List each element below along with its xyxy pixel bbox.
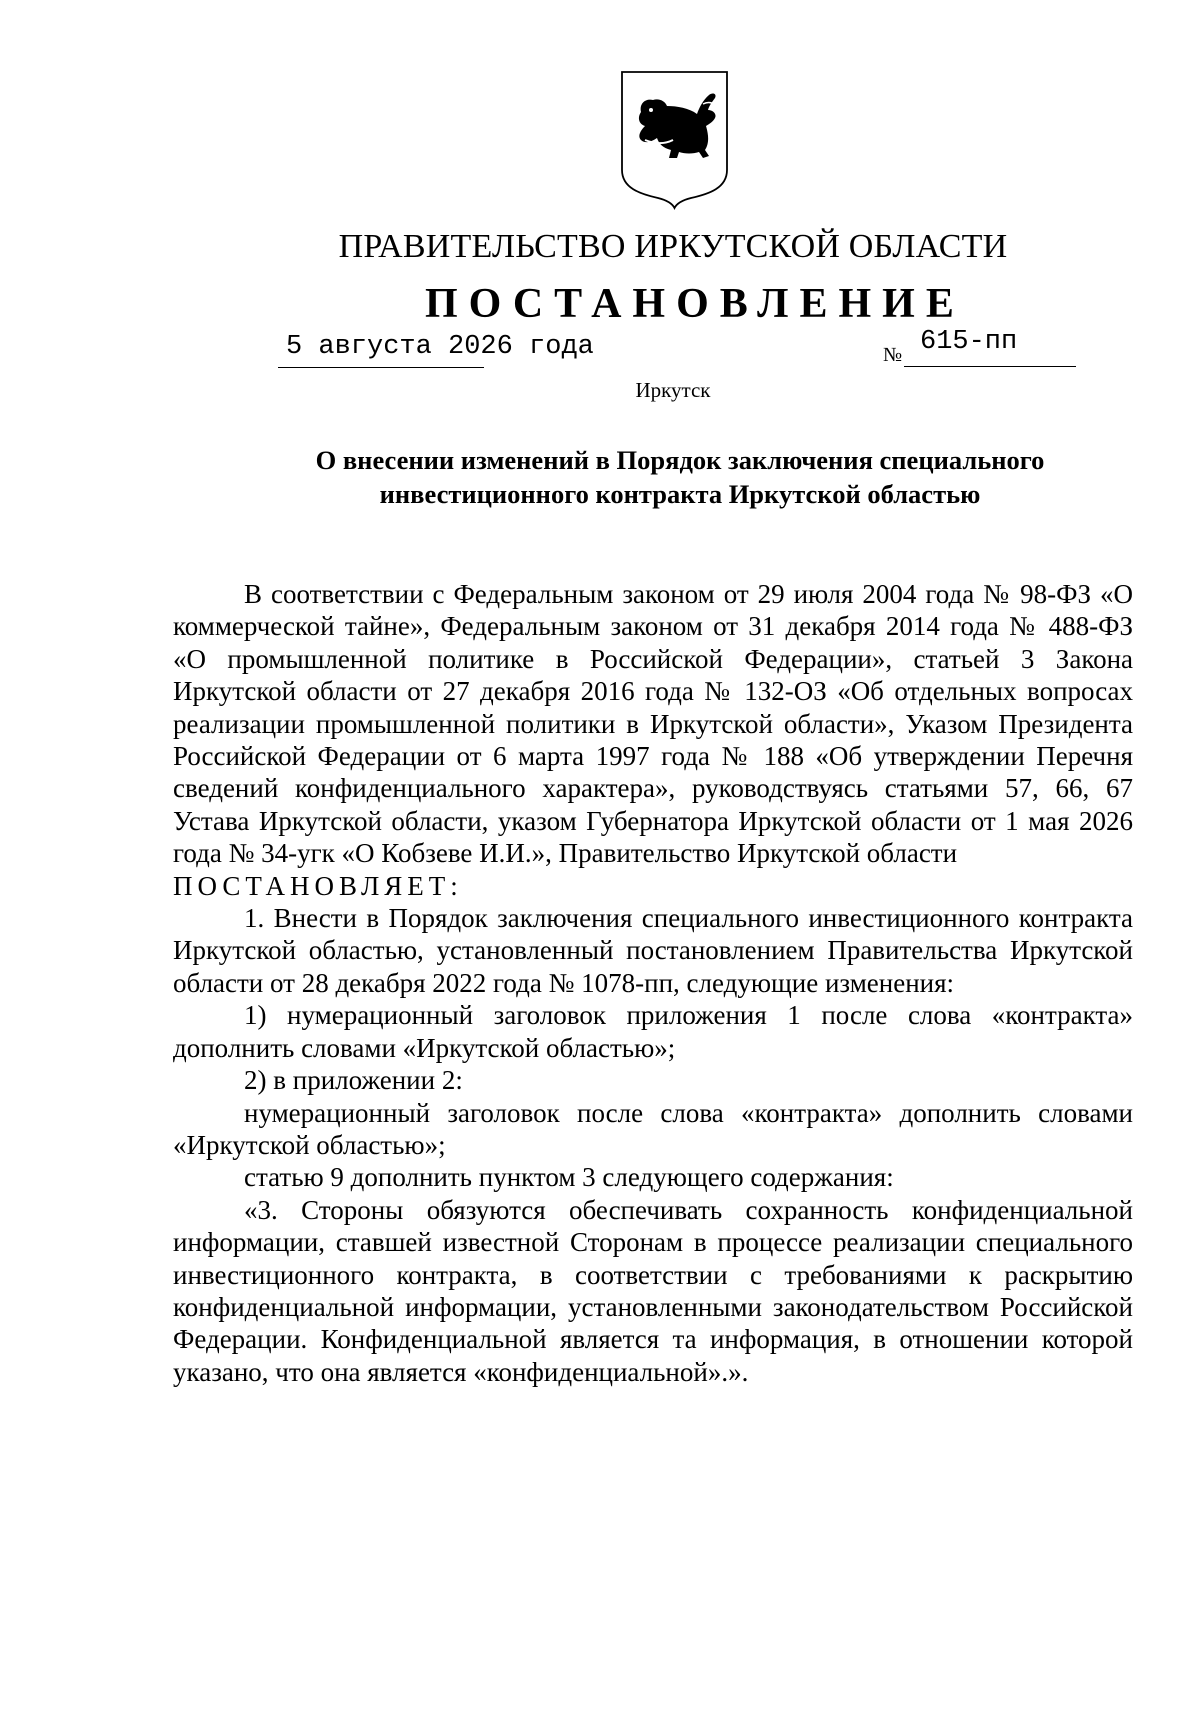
number-underline [904, 366, 1076, 367]
coat-of-arms-irkutsk-icon [619, 70, 730, 210]
number-label: № [883, 344, 903, 366]
item-1-paragraph: 1. Внести в Порядок заключения специального инвестиционного контракта Иркутской областью, установленный постановлением Правительства Иркутской области от 28 декабря 2022 года № 1078-пп, следующие изменения: [173, 903, 1133, 998]
preamble-paragraph: В соответствии с Федеральным законом от 29 июля 2004 года № 98-ФЗ «О коммерческой тайне», Федеральным законом от 31 декабря 2014 года № 488-ФЗ «О промышленной политике в Российской Федерации», статьей 3 Закона Иркутской области от 27 декабря 2016 года № 132-ОЗ «Об отдельных вопросах реализации промышленной политики в Иркутской области», Указом Президента Российской Федерации от 6 марта 1997 года № 188 «Об утверждении Перечня сведений конфиденциального характера», руководствуясь статьями 57, 66, 67 Устава Иркутской области, указом Губернатора Иркутской области от 1 мая 2026 года № 34-угк «О Кобзеве И.И.», Правительство Иркутской области [173, 579, 1133, 869]
document-number: 615-пп [920, 327, 1018, 357]
title-line-2: инвестиционного контракта Иркутской областью [379, 479, 981, 509]
decree-word: ПОСТАНОВЛЯЕТ: [173, 870, 463, 901]
government-name: ПРАВИТЕЛЬСТВО ИРКУТСКОЙ ОБЛАСТИ [338, 228, 1008, 265]
subitem-2b-paragraph: статью 9 дополнить пунктом 3 следующего содержания: [244, 1162, 894, 1193]
title-line-1: О внесении изменений в Порядок заключения специального [315, 445, 1045, 475]
quoted-clause-paragraph: «3. Стороны обязуются обеспечивать сохранность конфиденциальной информации, ставшей известной Сторонам в процессе реализации специального инвестиционного контракта, в соответствии с требованиями к раскрытию конфиденциальной информации, установленными законодательством Российской Федерации. Конфиденциальной является та информация, в отношении которой указано, что она является «конфиденциальной».». [173, 1194, 1133, 1387]
document-body [173, 578, 1133, 1388]
date-underline [278, 367, 484, 368]
document-type: ПОСТАНОВЛЕНИЕ [425, 281, 965, 327]
subitem-2-paragraph: 2) в приложении 2: [244, 1065, 463, 1096]
document-date: 5 августа 2026 года [286, 332, 594, 362]
document-city: Иркутск [635, 378, 711, 402]
document-title [280, 443, 1080, 511]
subitem-1-paragraph: 1) нумерационный заголовок приложения 1 после слова «контракта» дополнить словами «Иркутской областью»; [173, 1000, 1133, 1063]
subitem-2a-paragraph: нумерационный заголовок после слова «контракта» дополнить словами «Иркутской областью»; [173, 1097, 1133, 1160]
